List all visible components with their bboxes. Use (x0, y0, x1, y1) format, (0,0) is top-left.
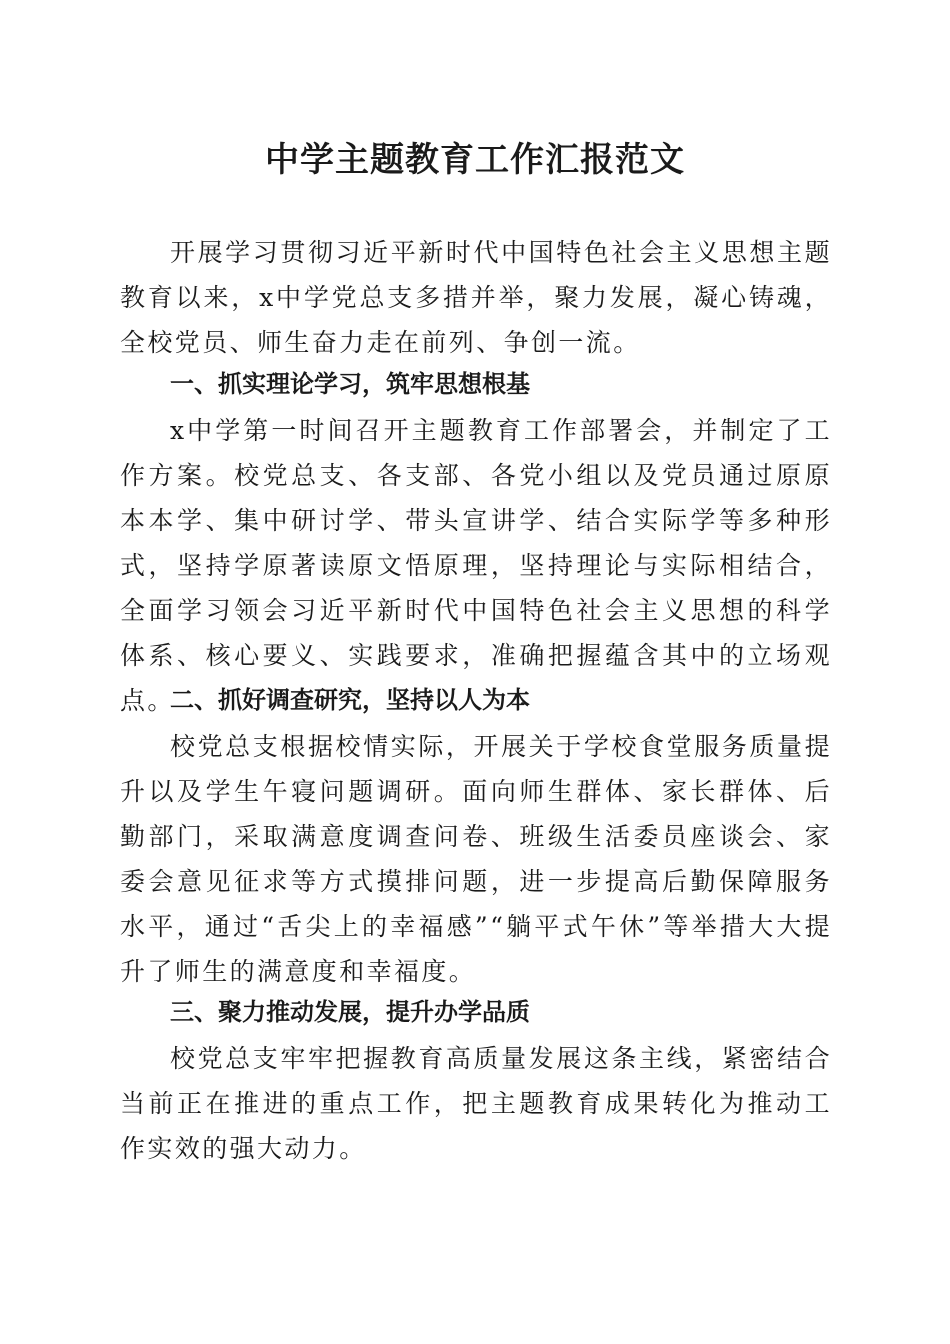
intro-paragraph: 开展学习贯彻习近平新时代中国特色社会主义思想主题教育以来，x中学党总支多措并举，聚力发展，凝心铸魂，全校党员、师生奋力走在前列、争创一流。 (120, 238, 832, 357)
section-heading-3: 三、聚力推动发展，提升办学品质 (170, 998, 530, 1026)
section-paragraph-2: 校党总支根据校情实际，开展关于学校食堂服务质量提升以及学生午寝问题调研。面向师生群体、家长群体、后勤部门，采取满意度调查问卷、班级生活委员座谈会、家委会意见征求等方式摸排问题，进一步提高后勤保障服务水平，通过“舌尖上的幸福感”“躺平式午休”等举措大大提升了师生的满意度和幸福度。 (120, 732, 832, 986)
section-paragraph-3: 校党总支牢牢把握教育高质量发展这条主线，紧密结合当前正在推进的重点工作，把主题教育成果转化为推动工作实效的强大动力。 (120, 1044, 832, 1163)
section-paragraph-1: x中学第一时间召开主题教育工作部署会，并制定了工作方案。校党总支、各支部、各党小组以及党员通过原原本本学、集中研讨学、带头宣讲学、结合实际学等多种形式，坚持学原著读原文悟原理，坚持理论与实际相结合，全面学习领会习近平新时代中国特色社会主义思想的科学体系、核心要义、实践要求，准确把握蕴含其中的立场观点。 (120, 416, 832, 715)
section-heading-2: 二、抓好调查研究，坚持以人为本 (170, 686, 530, 714)
document-title: 中学主题教育工作汇报范文 (265, 140, 685, 180)
section-heading-1: 一、抓实理论学习，筑牢思想根基 (170, 370, 530, 398)
